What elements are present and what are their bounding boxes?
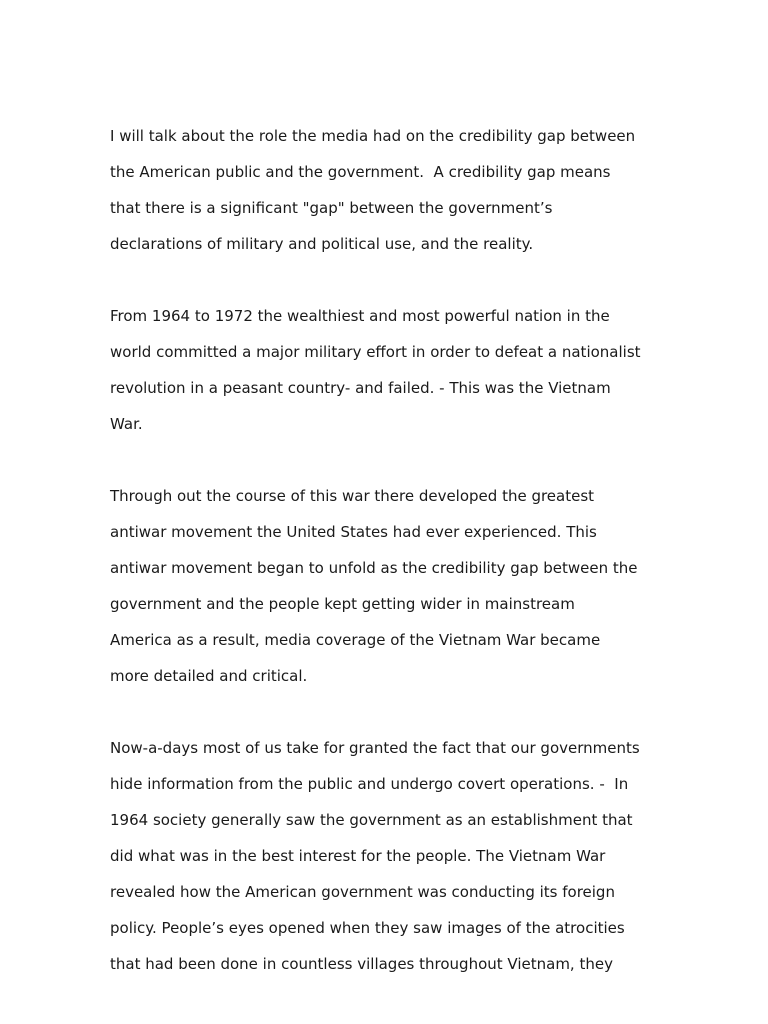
text-line: did what was in the best interest for the people. The Vietnam War	[110, 847, 606, 865]
text-line: Through out the course of this war there developed the greatest	[110, 487, 595, 505]
text-line: the American public and the government. A credibility gap means	[110, 163, 611, 181]
paragraph-4	[110, 730, 670, 982]
paragraph-3	[110, 478, 670, 694]
text-line: America as a result, media coverage of the Vietnam War became	[110, 631, 601, 649]
text-line: revolution in a peasant country- and failed. - This was the Vietnam	[110, 379, 611, 397]
text-line: revealed how the American government was conducting its foreign	[110, 883, 615, 901]
text-line: world committed a major military effort in order to defeat a nationalist	[110, 343, 641, 361]
text-line: that there is a significant "gap" between the government’s	[110, 199, 553, 217]
text-line: government and the people kept getting wider in mainstream	[110, 595, 575, 613]
text-line: antiwar movement began to unfold as the credibility gap between the	[110, 559, 638, 577]
text-line: hide information from the public and undergo covert operations. - In	[110, 775, 629, 793]
text-line: 1964 society generally saw the government as an establishment that	[110, 811, 633, 829]
text-line: Now-a-days most of us take for granted the fact that our governments	[110, 739, 640, 757]
text-line: I will talk about the role the media had on the credibility gap between	[110, 127, 636, 145]
text-line: From 1964 to 1972 the wealthiest and most powerful nation in the	[110, 307, 610, 325]
text-line: policy. People’s eyes opened when they saw images of the atrocities	[110, 919, 625, 937]
text-line: War.	[110, 415, 143, 433]
text-line: more detailed and critical.	[110, 667, 308, 685]
document-body	[110, 118, 670, 1018]
text-line: declarations of military and political use, and the reality.	[110, 235, 534, 253]
text-line: antiwar movement the United States had ever experienced. This	[110, 523, 597, 541]
paragraph-1	[110, 118, 670, 262]
text-line: that had been done in countless villages throughout Vietnam, they	[110, 955, 613, 973]
paragraph-2	[110, 298, 670, 442]
